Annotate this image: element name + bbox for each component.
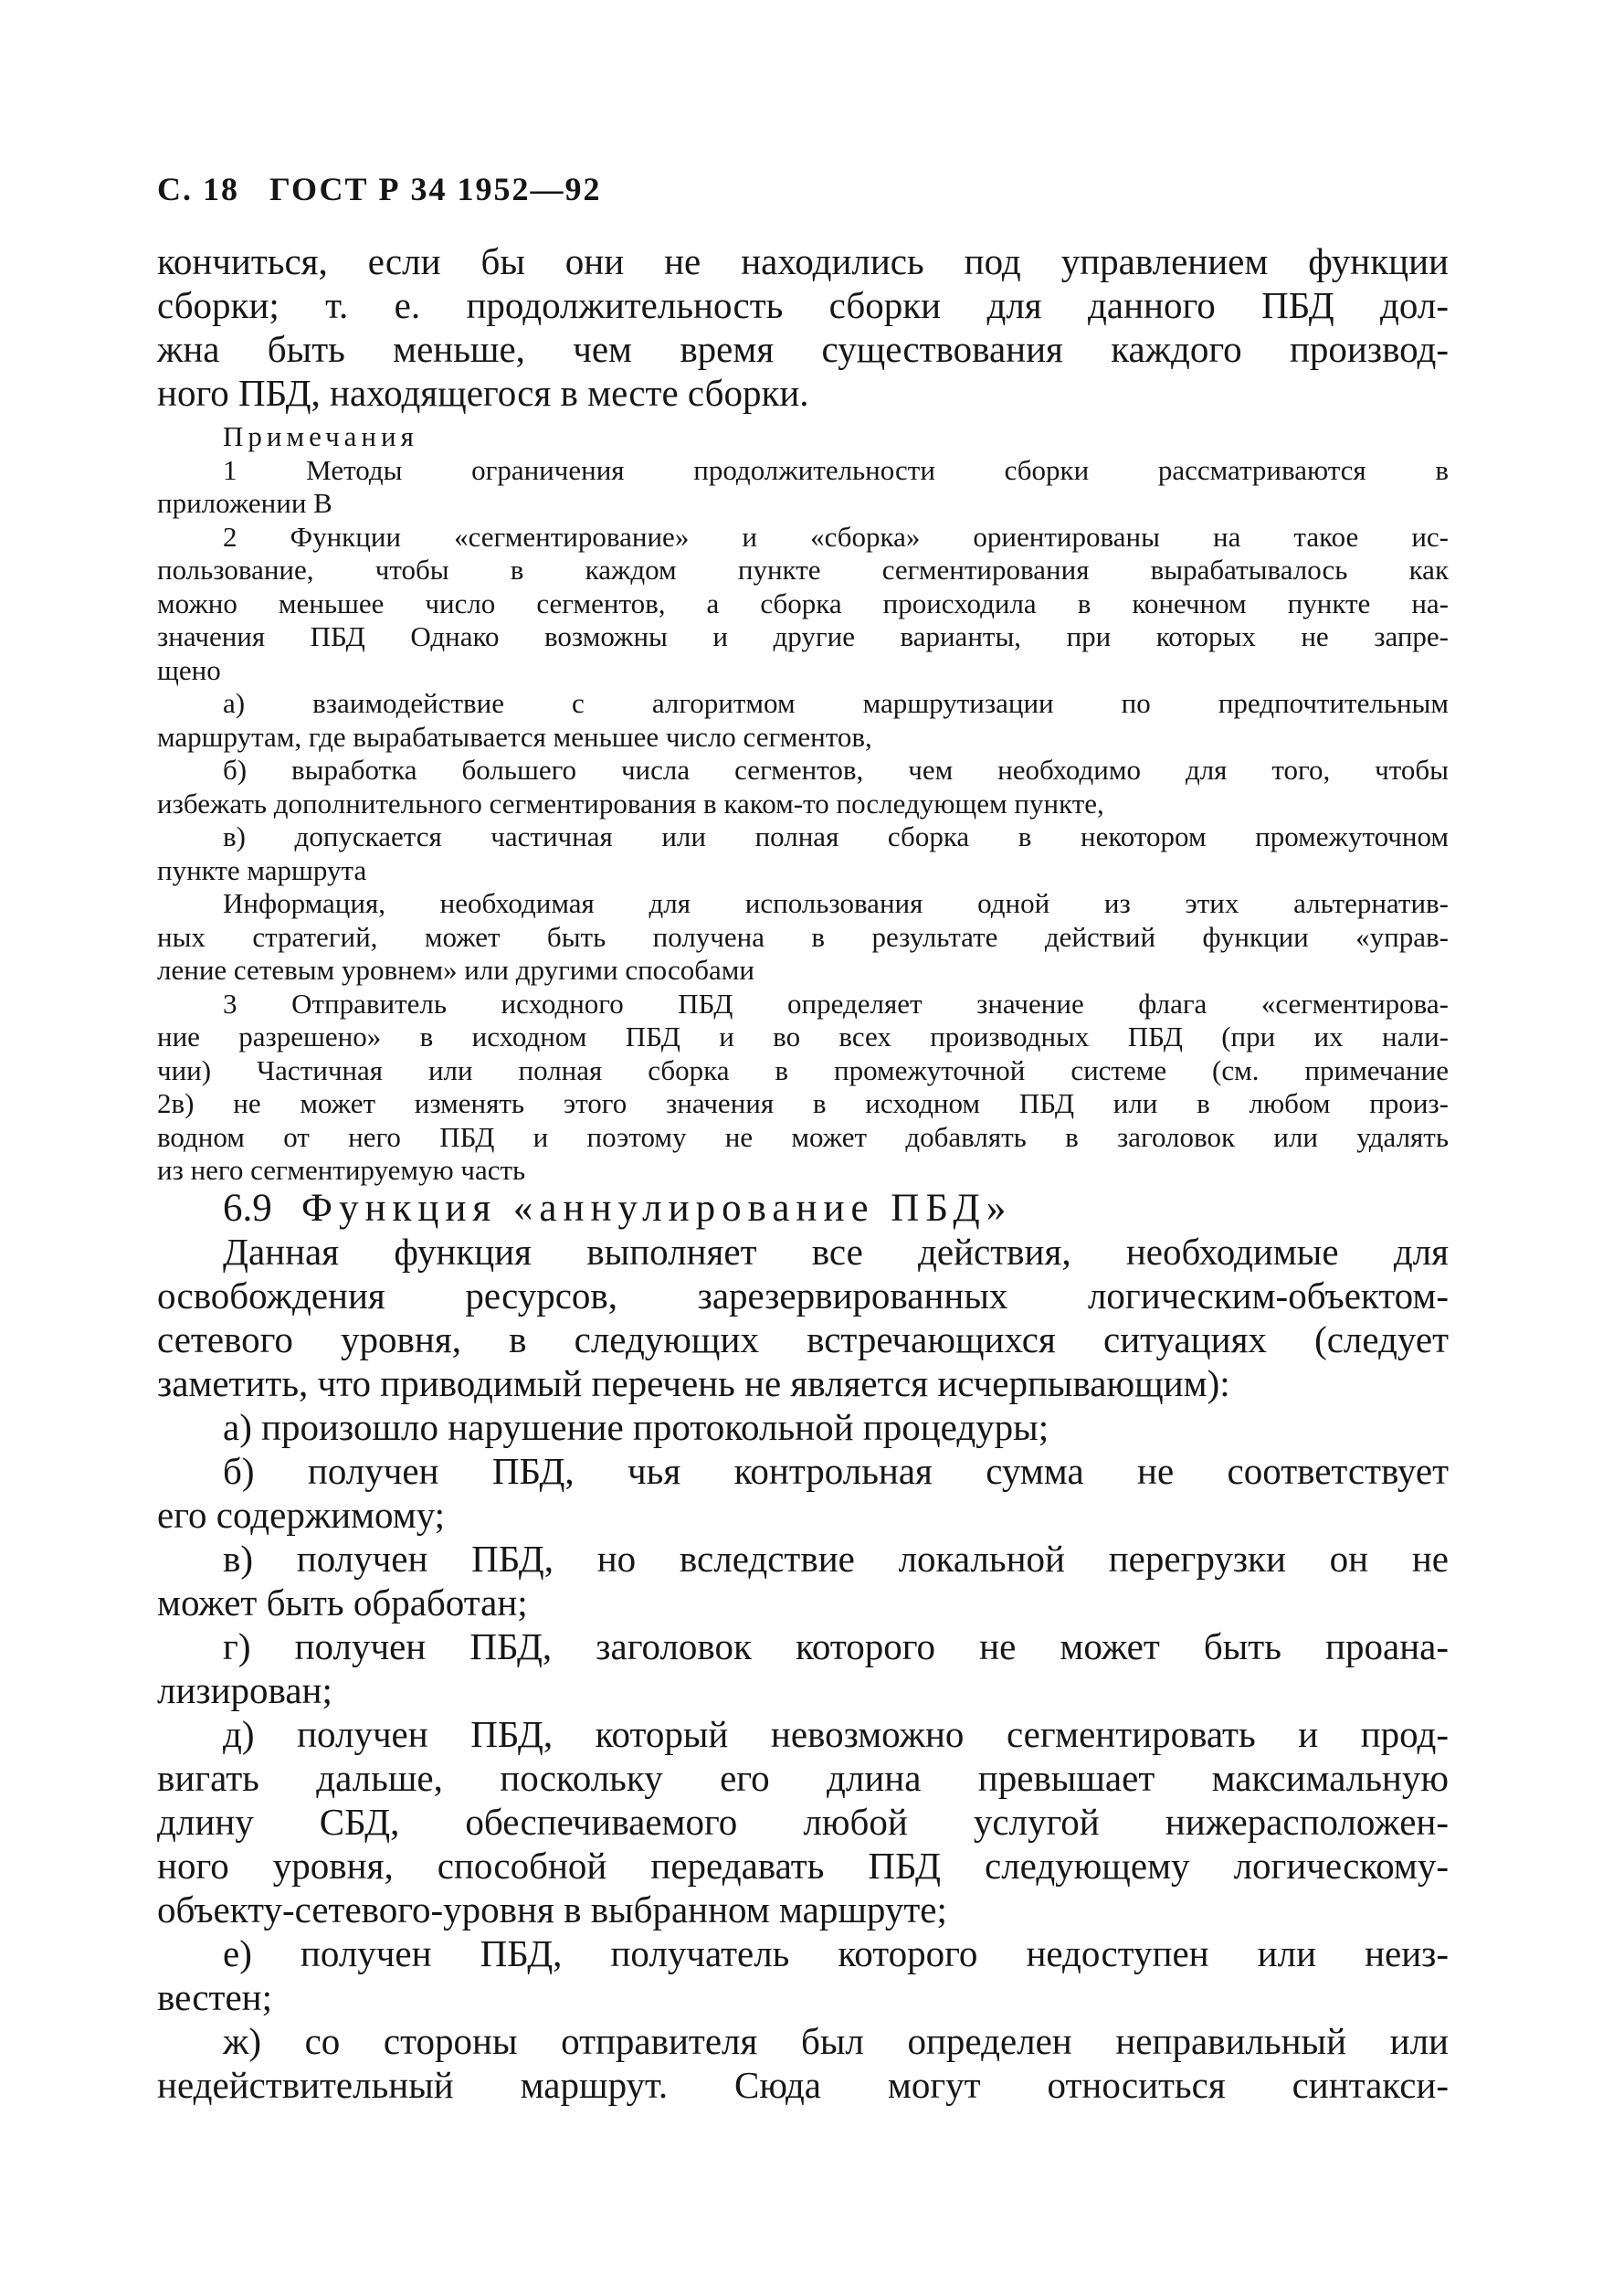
list-item-b: б) получен ПБД, чья контрольная сумма не соответствует [223, 1450, 1449, 1492]
text-line: кончиться, если бы они не находились под управлением функции [157, 240, 1449, 282]
note-2-line: пользование, чтобы в каждом пункте сегментирования вырабатывалось как [157, 554, 1449, 586]
section-title: Функция «аннулирование ПБД» [301, 1187, 1013, 1230]
note-2a-line: маршрутам, где вырабатывается меньшее число сегментов, [157, 720, 872, 753]
note-2b-line: б) выработка большего числа сегментов, чем необходимо для того, чтобы [223, 754, 1449, 786]
section-para-line: заметить, что приводимый перечень не является исчерпывающим): [157, 1362, 1230, 1404]
page-number: С. 18 [157, 171, 239, 207]
note-info-line: Информация, необходимая для использования одной из этих альтернатив- [223, 887, 1449, 919]
note-3-line: 3 Отправитель исходного ПБД определяет значение флага «сегментирова- [223, 987, 1449, 1020]
note-2c-line: в) допускается частичная или полная сборка в некотором промежуточном [223, 820, 1449, 852]
section-para-line: Данная функция выполняет все действия, необходимые для [223, 1231, 1449, 1273]
section-para-line: сетевого уровня, в следующих встречающихся ситуациях (следует [157, 1318, 1449, 1360]
page-header [157, 170, 601, 208]
note-info-line: ление сетевым уровнем» или другими способами [157, 954, 754, 986]
note-2c-line: пункте маршрута [157, 853, 367, 886]
text-line: жна быть меньше, чем время существования каждого производ- [157, 328, 1449, 370]
section-body [157, 1230, 1449, 2107]
note-3-line: чии) Частичная или полная сборка в промежуточной системе (см. примечание [157, 1053, 1449, 1086]
list-item-d: объекту-сетевого-уровня в выбранном маршруте; [157, 1888, 947, 1931]
list-item-a: а) произошло нарушение протокольной процедуры; [223, 1406, 1049, 1448]
note-3-line: 2в) не может изменять этого значения в исходном ПБД или в любом произ- [157, 1087, 1449, 1119]
standard-code: ГОСТ Р 34 1952—92 [269, 171, 602, 207]
note-3-line: из него сегментируемую часть [157, 1154, 526, 1186]
list-item-d: ного уровня, способной передавать ПБД следующему логическому- [157, 1845, 1449, 1887]
note-3-line: ние разрешено» в исходном ПБД и во всех производных ПБД (при их нали- [157, 1021, 1449, 1053]
list-item-g: лизирован; [157, 1669, 332, 1711]
note-2b-line: избежать дополнительного сегментирования в каком-то последующем пункте, [157, 787, 1104, 820]
note-2-line: можно меньшее число сегментов, а сборка происходила в конечном пункте на- [157, 587, 1449, 619]
list-item-v: в) получен ПБД, но вследствие локальной перегрузки он не [223, 1538, 1449, 1580]
note-2-line: значения ПБД Однако возможны и другие варианты, при которых не запре- [157, 620, 1449, 652]
document-page [157, 0, 1449, 2285]
text-line: сборки; т. е. продолжительность сборки для данного ПБД дол- [157, 284, 1449, 326]
list-item-zh: недействительный маршрут. Сюда могут относиться синтакси- [157, 2064, 1449, 2106]
note-1-line: приложении В [157, 487, 332, 519]
list-item-b: его содержимому; [157, 1494, 446, 1536]
note-info-line: ных стратегий, может быть получена в результате действий функции «управ- [157, 920, 1449, 953]
intro-paragraph [157, 239, 1449, 415]
section-heading [157, 1186, 1449, 1232]
list-item-e: вестен; [157, 1976, 272, 2018]
text-line: ного ПБД, находящегося в месте сборки. [157, 372, 809, 414]
note-1-line: 1 Методы ограничения продолжительности сборки рассматриваются в [223, 453, 1449, 486]
note-2-line: щено [157, 653, 221, 686]
notes-block [157, 420, 1449, 1188]
list-item-v: может быть обработан; [157, 1582, 528, 1624]
note-2a-line: а) взаимодействие с алгоритмом маршрутизации по предпочтительным [223, 687, 1449, 719]
list-item-d: длину СБД, обеспечиваемого любой услугой нижерасположен- [157, 1801, 1449, 1843]
list-item-g: г) получен ПБД, заголовок которого не может быть проана- [223, 1625, 1449, 1667]
section-para-line: освобождения ресурсов, зарезервированных логическим-объектом- [157, 1275, 1449, 1317]
note-3-line: водном от него ПБД и поэтому не может добавлять в заголовок или удалять [157, 1120, 1449, 1153]
notes-title: Примечания [223, 420, 418, 452]
list-item-d: вигать дальше, поскольку его длина превышает максимальную [157, 1757, 1449, 1799]
section-number: 6.9 [223, 1187, 272, 1230]
note-2-line: 2 Функции «сегментирование» и «сборка» ориентированы на такое ис- [223, 520, 1449, 553]
list-item-e: е) получен ПБД, получатель которого недоступен или неиз- [223, 1932, 1449, 1974]
list-item-zh: ж) со стороны отправителя был определен неправильный или [223, 2020, 1449, 2062]
list-item-d: д) получен ПБД, который невозможно сегментировать и прод- [223, 1713, 1449, 1755]
